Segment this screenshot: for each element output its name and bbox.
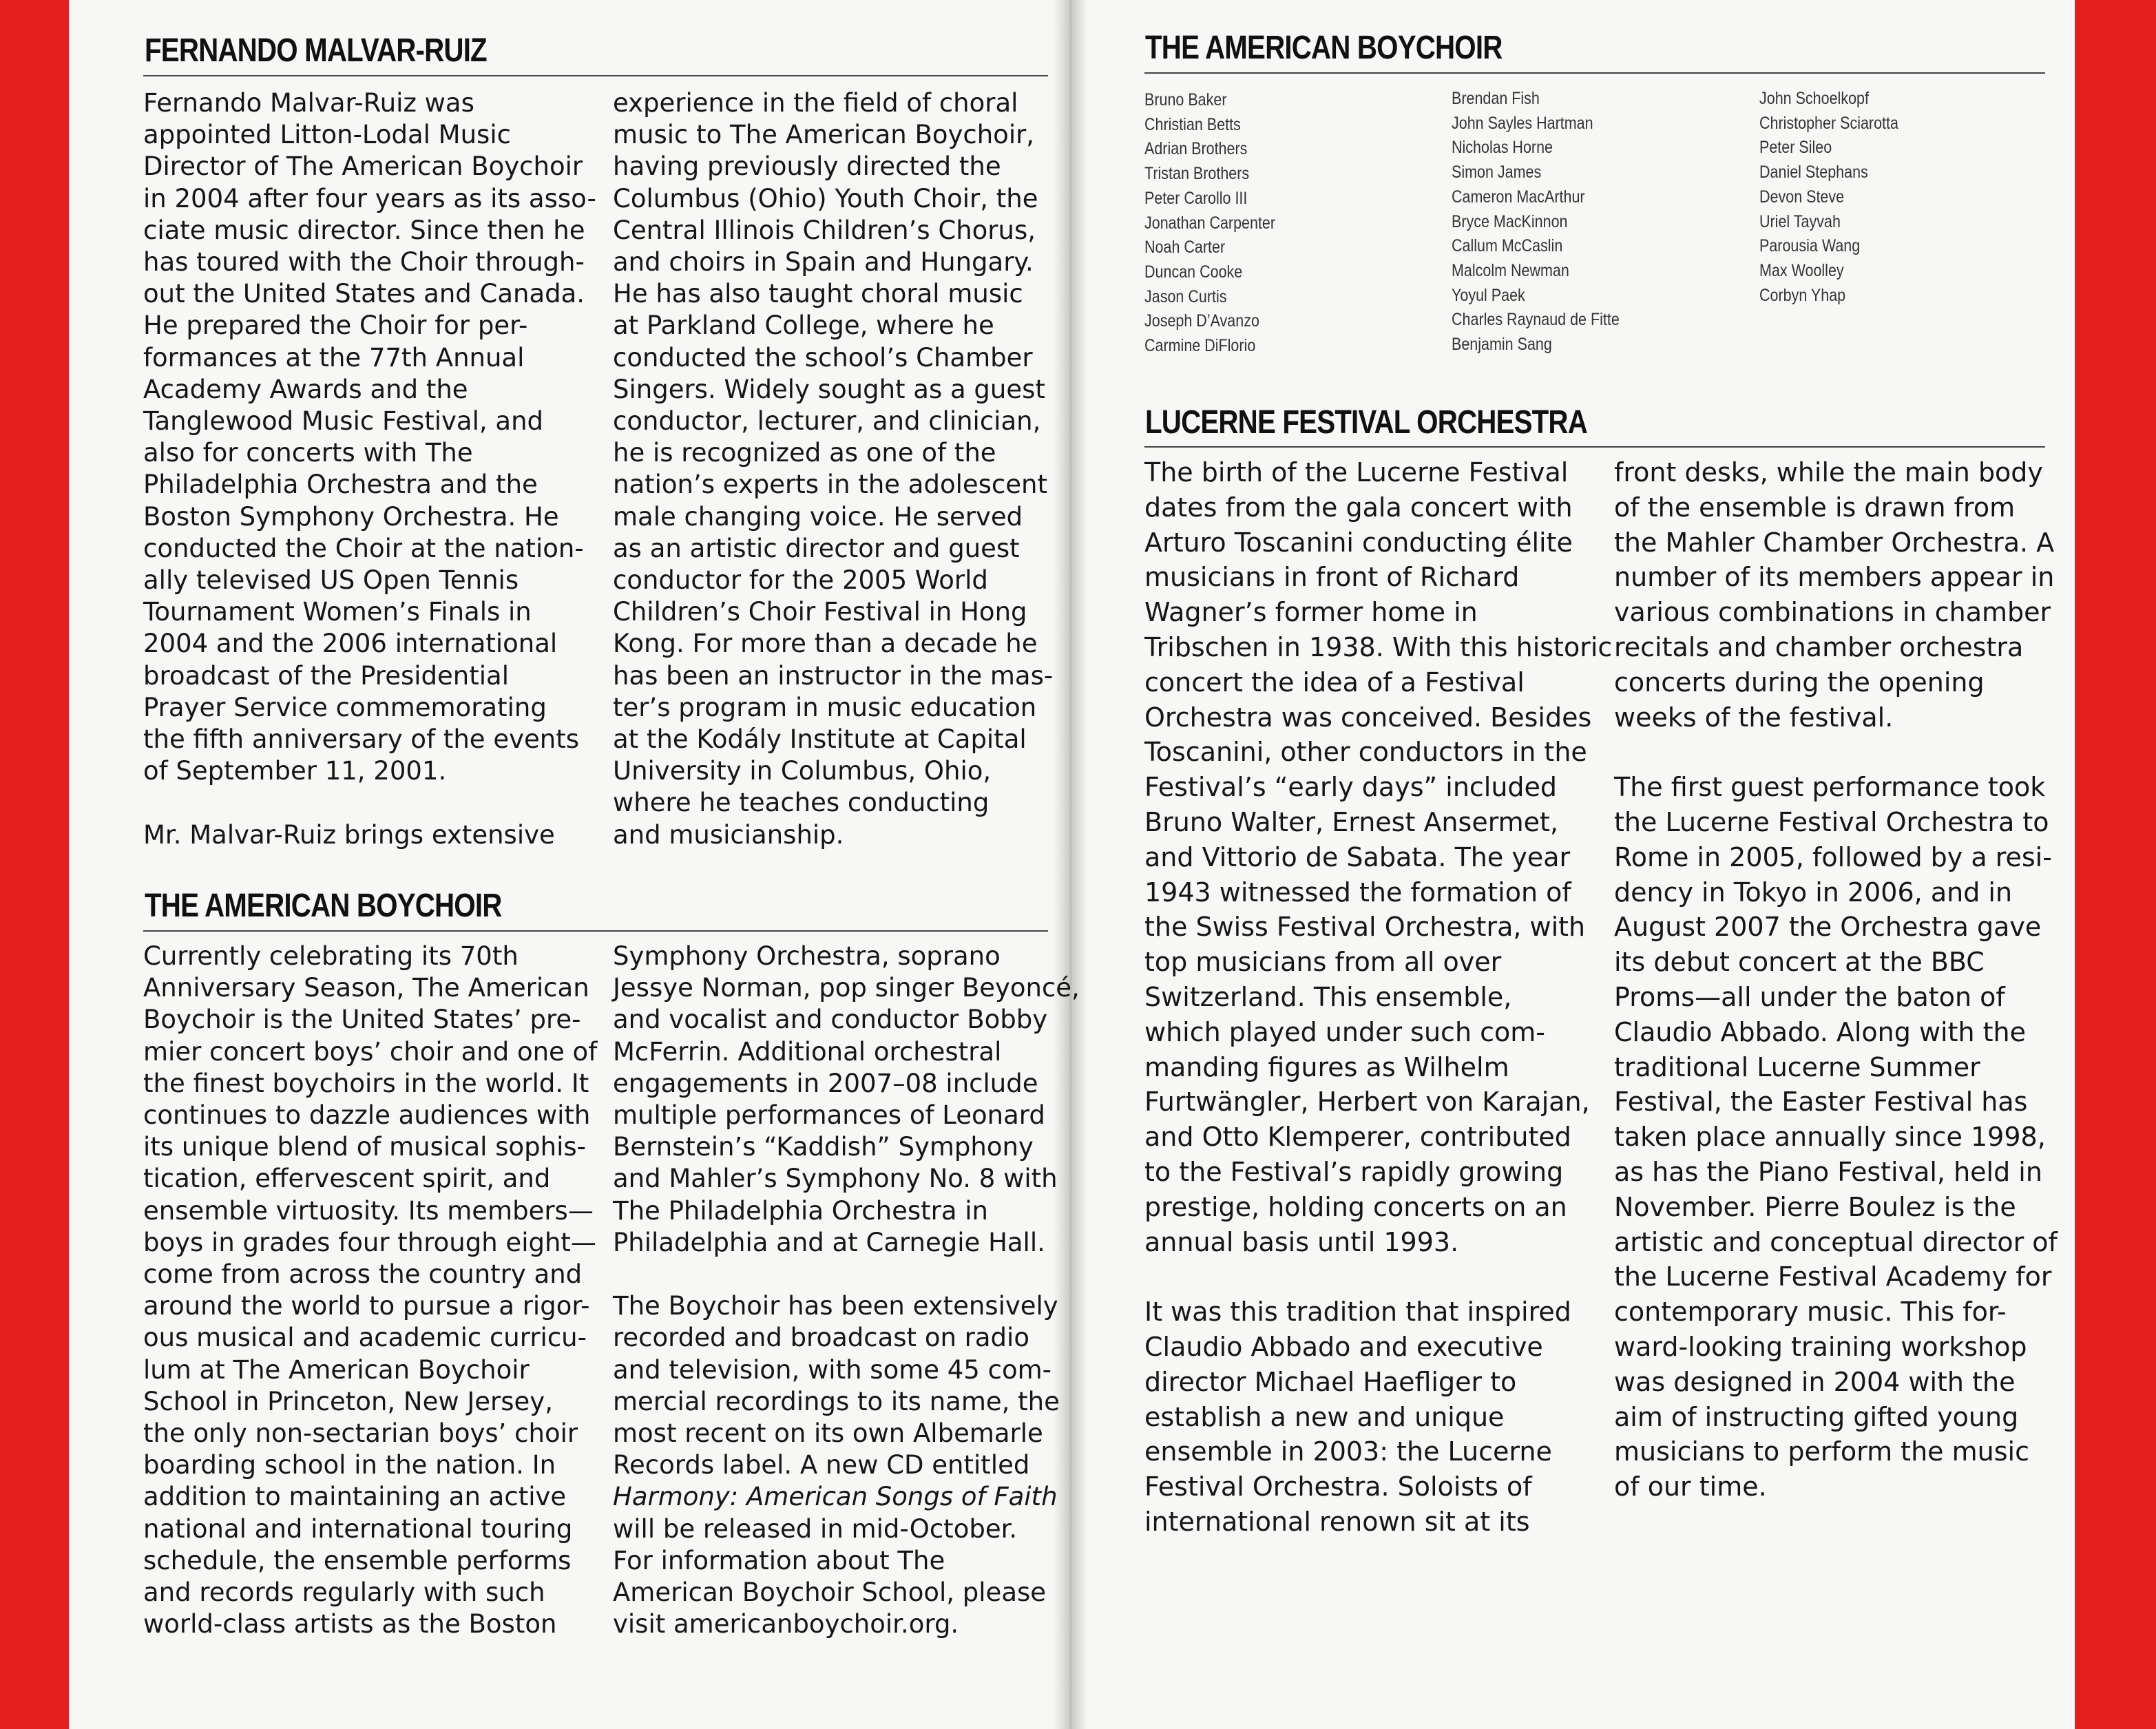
text-line: multiple performances of Leonard — [613, 1100, 1045, 1131]
text-line: manding figures as Wilhelm — [1144, 1051, 1509, 1082]
text-line: Claudio Abbado and executive — [1144, 1331, 1543, 1362]
left-red-edge — [0, 0, 69, 1729]
cd-title: Harmony: American Songs of Faith — [613, 1482, 1058, 1512]
text-line: music to The American Boychoir, — [613, 120, 1035, 150]
text-line: he is recognized as one of the — [613, 438, 996, 468]
text-line: Bernstein’s “Kaddish” Symphony — [613, 1132, 1034, 1162]
text-line: Nicholas Horne — [1452, 138, 1553, 158]
text-line: August 2007 the Orchestra gave — [1614, 912, 2042, 943]
text-line: top musicians from all over — [1144, 947, 1502, 978]
text-line: in 2004 after four years as its asso- — [143, 183, 596, 213]
text-line: to the Festival’s rapidly growing — [1144, 1156, 1564, 1187]
text-line: the Swiss Festival Orchestra, with — [1144, 912, 1586, 943]
text-line: Boston Symphony Orchestra. He — [143, 501, 559, 532]
text-line: Mr. Malvar-Ruiz brings extensive — [143, 819, 555, 850]
text-line: Noah Carter — [1144, 238, 1226, 258]
text-line: Rome in 2005, followed by a resi- — [1614, 841, 2052, 872]
text-line: Anniversary Season, The American — [143, 973, 589, 1003]
text-line: Furtwängler, Herbert von Karajan, — [1144, 1087, 1590, 1118]
text-line: and television, with some 45 com- — [613, 1354, 1051, 1385]
text-line: tication, effervescent spirit, and — [143, 1164, 551, 1194]
roster-rule — [1144, 72, 2045, 74]
text-line: establish a new and unique — [1144, 1401, 1505, 1432]
text-line: conducted the school’s Chamber — [613, 342, 1033, 373]
text-line: Max Woolley — [1759, 260, 1844, 280]
text-line: and records regularly with such — [143, 1578, 545, 1608]
right-red-edge — [2075, 0, 2156, 1729]
text-line: conductor, lecturer, and clinician, — [613, 406, 1041, 437]
text-line: McFerrin. Additional orchestral — [613, 1036, 1002, 1067]
text-line: Bruno Baker — [1144, 90, 1227, 109]
text-line: and vocalist and conductor Bobby — [613, 1005, 1048, 1035]
text-line: ensemble in 2003: the Lucerne — [1144, 1436, 1552, 1467]
text-line: also for concerts with The — [143, 438, 473, 468]
text-line: which played under such com- — [1144, 1016, 1545, 1047]
text-line: Tristan Brothers — [1144, 164, 1250, 184]
text-line: will be released in mid-October. — [613, 1513, 1018, 1544]
text-line: musicians to perform the music — [1614, 1436, 2029, 1467]
roster-column-1 — [1144, 88, 1275, 359]
text-line: Academy Awards and the — [143, 374, 468, 404]
text-line: broadcast of the Presidential — [143, 660, 509, 691]
text-line: having previously directed the — [613, 151, 1001, 182]
text-line: Switzerland. This ensemble, — [1144, 981, 1512, 1012]
text-line: Corbyn Yhap — [1759, 285, 1846, 305]
text-line: addition to maintaining an active — [143, 1482, 567, 1512]
text-line: It was this tradition that inspired — [1144, 1297, 1571, 1328]
text-line: artistic and conceptual director of — [1614, 1226, 2058, 1257]
text-line: contemporary music. This for- — [1614, 1297, 2007, 1328]
text-line: out the United States and Canada. — [143, 279, 585, 309]
text-line: Devon Steve — [1759, 187, 1845, 207]
lucerne-rule — [1144, 446, 2045, 448]
text-line: its debut concert at the BBC — [1614, 947, 1985, 978]
lucerne-column-2 — [1614, 455, 2058, 1505]
boychoir-col2-tail — [613, 1513, 1080, 1641]
text-line: The first guest performance took — [1614, 772, 2046, 803]
text-line: number of its members appear in — [1614, 562, 2055, 593]
text-line: Parousia Wang — [1759, 236, 1861, 256]
text-line: traditional Lucerne Summer — [1614, 1051, 1980, 1082]
text-line: Arturo Toscanini conducting élite — [1144, 527, 1573, 558]
text-line: ensemble virtuosity. Its members— — [143, 1195, 594, 1226]
text-line: front desks, while the main body — [1614, 457, 2043, 488]
text-line: world-class artists as the Boston — [143, 1609, 557, 1639]
text-line: Adrian Brothers — [1144, 139, 1248, 159]
text-line: appointed Litton-Lodal Music — [143, 120, 511, 150]
text-line: Festival’s “early days” included — [1144, 772, 1558, 803]
text-line: international renown sit at its — [1144, 1506, 1530, 1537]
text-line: experience in the field of choral — [613, 88, 1018, 118]
text-line: 2004 and the 2006 international — [143, 629, 558, 659]
text-line: of the ensemble is drawn from — [1614, 492, 2016, 523]
text-line: Prayer Service commemorating — [143, 692, 547, 722]
text-line: Yoyul Paek — [1452, 285, 1525, 305]
text-line: Philadelphia and at Carnegie Hall. — [613, 1227, 1045, 1257]
text-line: continues to dazzle audiences with — [143, 1100, 591, 1131]
text-line: Joseph D’Avanzo — [1144, 311, 1259, 331]
text-line — [613, 1259, 1080, 1290]
text-line: Callum McCaslin — [1452, 236, 1563, 256]
text-line — [1144, 1259, 1612, 1295]
text-line: the Mahler Chamber Orchestra. A — [1614, 527, 2055, 558]
text-line: Kong. For more than a decade he — [613, 629, 1038, 659]
text-line: ally televised US Open Tennis — [143, 565, 519, 596]
text-line: Orchestra was conceived. Besides — [1144, 702, 1592, 733]
boychoir-column-2 — [613, 941, 1080, 1640]
text-line: recorded and broadcast on radio — [613, 1323, 1029, 1353]
text-line: Symphony Orchestra, soprano — [613, 941, 1001, 971]
text-line: Jessye Norman, pop singer Beyoncé, — [613, 973, 1080, 1003]
text-line: Records label. A new CD entitled — [613, 1450, 1030, 1480]
text-line: School in Princeton, New Jersey, — [143, 1386, 553, 1416]
text-line: boarding school in the nation. In — [143, 1450, 556, 1480]
text-line: and Vittorio de Sabata. The year — [1144, 841, 1571, 872]
text-line: male changing voice. He served — [613, 501, 1023, 532]
text-line: engagements in 2007–08 include — [613, 1068, 1038, 1098]
text-line: Cameron MacArthur — [1452, 187, 1585, 207]
boychoir-rule — [143, 930, 1048, 932]
text-line: conductor for the 2005 World — [613, 565, 988, 596]
text-line: aim of instructing gifted young — [1614, 1401, 2019, 1432]
text-line: The Boychoir has been extensively — [613, 1291, 1058, 1321]
text-line: the only non-sectarian boys’ choir — [143, 1418, 578, 1449]
text-line: The birth of the Lucerne Festival — [1144, 457, 1569, 488]
text-line: Festival, the Easter Festival has — [1614, 1087, 2028, 1118]
roster-column-2 — [1452, 87, 1620, 357]
text-line: taken place annually since 1998, — [1614, 1122, 2046, 1153]
text-line: Brendan Fish — [1452, 89, 1540, 108]
text-line: Tournament Women’s Finals in — [143, 597, 532, 627]
text-line: ward-looking training workshop — [1614, 1331, 2027, 1362]
malvar-heading: FERNANDO MALVAR-RUIZ — [145, 32, 487, 69]
text-line: and choirs in Spain and Hungary. — [613, 247, 1034, 277]
text-line: schedule, the ensemble performs — [143, 1545, 572, 1575]
text-line: annual basis until 1993. — [1144, 1226, 1459, 1257]
text-line: has toured with the Choir through- — [143, 247, 585, 277]
text-line: Claudio Abbado. Along with the — [1614, 1016, 2026, 1047]
text-line: Boychoir is the United States’ pre- — [143, 1005, 581, 1035]
text-line: prestige, holding concerts on an — [1144, 1191, 1567, 1222]
text-line: the Lucerne Festival Academy for — [1614, 1261, 2052, 1292]
text-line: most recent on its own Albemarle — [613, 1418, 1043, 1449]
boychoir-heading: THE AMERICAN BOYCHOIR — [145, 888, 502, 924]
text-line: Children’s Choir Festival in Hong — [613, 597, 1027, 627]
text-line: musicians in front of Richard — [1144, 562, 1520, 593]
text-line: University in Columbus, Ohio, — [613, 756, 992, 786]
text-line: Fernando Malvar-Ruiz was — [143, 88, 474, 118]
text-line: Simon James — [1452, 163, 1542, 182]
text-line — [1614, 735, 2058, 770]
text-line: recitals and chamber orchestra — [1614, 631, 2024, 662]
text-line: Singers. Widely sought as a guest — [613, 374, 1045, 404]
text-line: Charles Raynaud de Fitte — [1452, 310, 1620, 330]
text-line: national and international touring — [143, 1513, 573, 1544]
text-line: formances at the 77th Annual — [143, 342, 525, 373]
text-line: 1943 witnessed the formation of — [1144, 877, 1571, 908]
text-line: Carmine DiFlorio — [1144, 336, 1256, 356]
text-line: ous musical and academic curricu- — [143, 1323, 587, 1353]
text-line: has been an instructor in the mas- — [613, 660, 1054, 691]
text-line: Philadelphia Orchestra and the — [143, 470, 538, 500]
text-line: Wagner’s former home in — [1144, 597, 1478, 628]
text-line: Jason Curtis — [1144, 286, 1227, 306]
text-line: Christian Betts — [1144, 114, 1241, 134]
text-line: concert the idea of a Festival — [1144, 667, 1525, 698]
text-line: Director of The American Boychoir — [143, 151, 583, 182]
text-line: was designed in 2004 with the — [1614, 1366, 2016, 1397]
text-line: various combinations in chamber — [1614, 597, 2051, 628]
text-line: as has the Piano Festival, held in — [1614, 1156, 2042, 1187]
roster-column-3 — [1759, 87, 1898, 308]
text-line: nation’s experts in the adolescent — [613, 470, 1047, 500]
text-line: where he teaches conducting — [613, 788, 990, 818]
text-line: the finest boychoirs in the world. It — [143, 1068, 589, 1098]
text-line: weeks of the festival. — [1614, 702, 1894, 733]
text-line: and Otto Klemperer, contributed — [1144, 1122, 1571, 1153]
text-line: The Philadelphia Orchestra in — [613, 1195, 988, 1226]
text-line: Uriel Tayvah — [1759, 211, 1841, 231]
text-line: Tanglewood Music Festival, and — [143, 406, 544, 437]
text-line: the Lucerne Festival Orchestra to — [1614, 806, 2049, 837]
text-line: Benjamin Sang — [1452, 335, 1552, 355]
malvar-column-2 — [613, 87, 1053, 851]
text-line: its unique blend of musical sophis- — [143, 1132, 586, 1162]
malvar-column-1 — [143, 87, 596, 851]
text-line: Bruno Walter, Ernest Ansermet, — [1144, 806, 1559, 837]
text-line: John Schoelkopf — [1759, 89, 1869, 108]
text-line: director Michael Haefliger to — [1144, 1366, 1517, 1397]
text-line: Malcolm Newman — [1452, 260, 1569, 280]
text-line: John Sayles Hartman — [1452, 113, 1593, 133]
text-line: Jonathan Carpenter — [1144, 213, 1276, 233]
text-line: Proms—all under the baton of — [1614, 981, 2005, 1012]
text-line: of September 11, 2001. — [143, 756, 447, 786]
text-line: For information about The — [613, 1545, 945, 1575]
text-line: lum at The American Boychoir — [143, 1354, 530, 1385]
text-line: Peter Sileo — [1759, 138, 1832, 158]
text-line: concerts during the opening — [1614, 667, 1985, 698]
text-line: He has also taught choral music — [613, 279, 1023, 309]
text-line: ter’s program in music education — [613, 692, 1037, 722]
text-line: ciate music director. Since then he — [143, 215, 585, 245]
lucerne-column-1 — [1144, 455, 1612, 1540]
text-line: November. Pierre Boulez is the — [1614, 1191, 2016, 1222]
text-line: visit americanboychoir.org. — [613, 1609, 959, 1639]
text-line: the fifth anniversary of the events — [143, 724, 579, 755]
text-line: Christopher Sciarotta — [1759, 113, 1898, 133]
boychoir-col2-lines — [613, 941, 1080, 1481]
text-line: and musicianship. — [613, 819, 844, 850]
text-line: Currently celebrating its 70th — [143, 941, 519, 971]
text-line: Bryce MacKinnon — [1452, 211, 1568, 231]
text-line: American Boychoir School, please — [613, 1578, 1047, 1608]
text-line: Tribschen in 1938. With this historic — [1144, 631, 1613, 662]
text-line: dates from the gala concert with — [1144, 492, 1573, 523]
boychoir-column-1 — [143, 941, 597, 1640]
text-line: Central Illinois Children’s Chorus, — [613, 215, 1036, 245]
text-line — [143, 787, 596, 819]
text-line: around the world to pursue a rigor- — [143, 1291, 590, 1321]
lucerne-heading: LUCERNE FESTIVAL ORCHESTRA — [1145, 404, 1587, 441]
text-line: Peter Carollo III — [1144, 188, 1248, 208]
text-line: boys in grades four through eight— — [143, 1227, 596, 1257]
text-line: come from across the country and — [143, 1259, 583, 1290]
text-line: dency in Tokyo in 2006, and in — [1614, 877, 2013, 908]
text-line: Columbus (Ohio) Youth Choir, the — [613, 183, 1038, 213]
text-line: conducted the Choir at the nation- — [143, 533, 584, 563]
text-line: Toscanini, other conductors in the — [1144, 737, 1587, 768]
text-line: He prepared the Choir for per- — [143, 311, 528, 341]
text-line: at Parkland College, where he — [613, 311, 994, 341]
text-line: at the Kodály Institute at Capital — [613, 724, 1027, 755]
text-line: mier concert boys’ choir and one of — [143, 1036, 598, 1067]
text-line: mercial recordings to its name, the — [613, 1386, 1060, 1416]
text-line: of our time. — [1614, 1471, 1767, 1502]
text-line: Daniel Stephans — [1759, 163, 1868, 182]
roster-heading: THE AMERICAN BOYCHOIR — [1145, 30, 1503, 66]
text-line: as an artistic director and guest — [613, 533, 1020, 563]
text-line: Duncan Cooke — [1144, 262, 1243, 282]
malvar-rule — [143, 75, 1048, 76]
text-line: Festival Orchestra. Soloists of — [1144, 1471, 1532, 1502]
text-line: and Mahler’s Symphony No. 8 with — [613, 1164, 1058, 1194]
